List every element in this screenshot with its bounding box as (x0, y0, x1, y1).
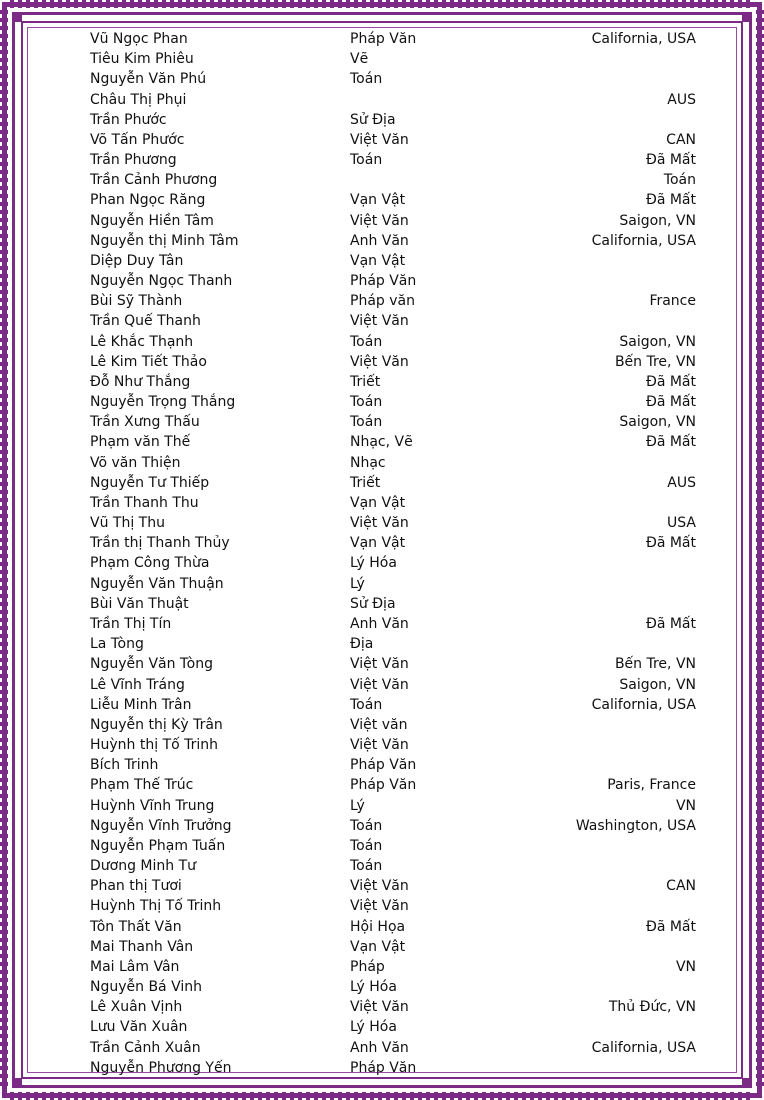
teacher-name: Nguyễn thị Kỳ Trân (90, 716, 223, 733)
teacher-subject: Pháp Văn (350, 777, 417, 794)
teacher-name: Lưu Văn Xuân (90, 1019, 188, 1036)
teacher-name: Lê Kim Tiết Thảo (90, 353, 207, 370)
teacher-location: Saigon, VN (619, 676, 696, 693)
teacher-subject: Toán (350, 394, 383, 411)
teacher-subject: Việt Văn (350, 999, 409, 1016)
teacher-subject: Toán (350, 333, 383, 350)
teacher-subject: Pháp Văn (350, 757, 417, 774)
teacher-location: Đã Mất (645, 535, 696, 552)
roster-row (90, 957, 696, 977)
teacher-name: Bùi Sỹ Thành (90, 293, 183, 310)
roster-row (90, 997, 696, 1017)
teacher-subject: Nhạc (350, 454, 386, 471)
roster-row (90, 896, 696, 916)
roster-row (90, 836, 696, 856)
teacher-subject: Việt Văn (350, 313, 409, 330)
teacher-subject: Sử Địa (350, 111, 396, 128)
teacher-subject: Pháp Văn (350, 31, 417, 47)
roster-row (90, 654, 696, 674)
teacher-name: Nguyễn Phạm Tuấn (90, 837, 226, 854)
teacher-location: VN (675, 797, 696, 814)
teacher-location: Đã Mất (645, 394, 696, 411)
teacher-subject: Việt Văn (350, 212, 409, 229)
teacher-name: Nguyễn Tư Thiếp (90, 474, 210, 491)
teacher-name: Phạm văn Thế (90, 434, 191, 451)
teacher-name: Phạm Công Thừa (90, 555, 210, 572)
teacher-location: Saigon, VN (619, 414, 696, 431)
roster-row (90, 1058, 696, 1078)
roster-row (90, 150, 696, 170)
roster-row (90, 291, 696, 311)
roster-row (90, 29, 696, 49)
teacher-location: Saigon, VN (619, 333, 696, 350)
border-pattern-right (756, 10, 764, 1090)
teacher-subject: Pháp Văn (350, 1059, 417, 1076)
teacher-subject: Lý Hóa (350, 1019, 397, 1036)
border-pattern-left (0, 10, 8, 1090)
teacher-subject: Triết (350, 373, 381, 390)
teacher-roster (90, 29, 696, 1078)
teacher-location: Đã Mất (645, 373, 696, 390)
teacher-subject: Lý Hóa (350, 555, 397, 572)
teacher-name: Trần Phước (90, 111, 167, 128)
teacher-subject: Việt Văn (350, 878, 409, 895)
teacher-name: Huỳnh thị Tố Trinh (90, 737, 219, 754)
teacher-location: Đã Mất (645, 152, 696, 169)
roster-row (90, 352, 696, 372)
teacher-name: Huỳnh Thị Tố Trinh (90, 898, 222, 915)
roster-row (90, 231, 696, 251)
teacher-name: Dương Minh Tư (90, 858, 197, 875)
teacher-location: VN (675, 958, 696, 975)
teacher-name: Võ văn Thiện (90, 454, 181, 471)
teacher-name: Trần Thị Tín (90, 615, 172, 632)
teacher-subject: Pháp Văn (350, 273, 417, 290)
roster-row (90, 432, 696, 452)
roster-row (90, 695, 696, 715)
teacher-subject: Vạn Vật (350, 192, 406, 209)
roster-row (90, 533, 696, 553)
teacher-name: Trần Cảnh Xuân (90, 1039, 201, 1056)
teacher-location: California, USA (591, 696, 696, 713)
teacher-subject: Việt Văn (350, 898, 409, 915)
teacher-subject: Toán (350, 858, 383, 875)
teacher-name: Diệp Duy Tân (90, 252, 184, 269)
teacher-subject: Anh Văn (350, 615, 409, 632)
roster-row (90, 332, 696, 352)
roster-row (90, 977, 696, 997)
teacher-location: AUS (667, 91, 696, 108)
teacher-name: Trần Cảnh Phương (90, 172, 218, 189)
teacher-name: Nguyễn Bá Vinh (90, 979, 202, 996)
teacher-name: Bích Trinh (90, 757, 159, 774)
teacher-location: Đã Mất (645, 918, 696, 935)
roster-row (90, 634, 696, 654)
teacher-location: CAN (666, 878, 696, 895)
roster-row (90, 675, 696, 695)
teacher-name: Tôn Thất Văn (90, 918, 182, 935)
roster-row (90, 876, 696, 896)
teacher-name: Châu Thị Phụi (90, 91, 187, 108)
teacher-location: Paris, France (607, 777, 696, 794)
teacher-name: Tiêu Kim Phiêu (90, 51, 194, 68)
roster-row (90, 412, 696, 432)
teacher-name: Trần Phương (90, 152, 177, 169)
border-corner-top-left (2, 2, 30, 30)
roster-row (90, 453, 696, 473)
roster-row (90, 796, 696, 816)
teacher-name: Nguyễn Phương Yến (90, 1059, 232, 1076)
teacher-name: Nguyễn Hiền Tâm (90, 212, 214, 229)
roster-row (90, 937, 696, 957)
roster-row (90, 1038, 696, 1058)
teacher-location: Saigon, VN (619, 212, 696, 229)
teacher-location: Thủ Đức, VN (608, 999, 696, 1016)
teacher-subject: Toán (350, 414, 383, 431)
roster-row (90, 856, 696, 876)
roster-row (90, 90, 696, 110)
teacher-location: California, USA (591, 31, 696, 47)
teacher-name: Nguyễn Ngọc Thanh (90, 273, 233, 290)
roster-row (90, 755, 696, 775)
roster-row (90, 493, 696, 513)
teacher-name: Nguyễn Trọng Thắng (90, 394, 236, 411)
teacher-subject: Việt Văn (350, 737, 409, 754)
teacher-subject: Lý Hóa (350, 979, 397, 996)
roster-row (90, 211, 696, 231)
teacher-subject: Triết (350, 474, 381, 491)
teacher-location: Đã Mất (645, 192, 696, 209)
teacher-name: Lê Khắc Thạnh (90, 333, 194, 350)
teacher-subject: Hội Họa (350, 918, 406, 935)
roster-row (90, 311, 696, 331)
roster-row (90, 190, 696, 210)
teacher-name: Nguyễn Vĩnh Trưởng (90, 817, 232, 834)
roster-row (90, 715, 696, 735)
border-corner-bottom-right (734, 1070, 762, 1098)
teacher-subject: Pháp (350, 958, 385, 975)
teacher-location: CAN (666, 131, 696, 148)
roster-row (90, 816, 696, 836)
teacher-location: California, USA (591, 232, 696, 249)
border-pattern-top (10, 0, 754, 8)
teacher-location: Washington, USA (575, 817, 696, 834)
roster-row (90, 392, 696, 412)
roster-row (90, 1017, 696, 1037)
teacher-subject: Anh Văn (350, 232, 409, 249)
teacher-name: Lê Xuân Vịnh (90, 999, 183, 1016)
teacher-location: Bến Tre, VN (614, 353, 696, 370)
teacher-location: AUS (667, 474, 696, 491)
teacher-subject: Việt Văn (350, 515, 409, 532)
roster-row (90, 574, 696, 594)
teacher-subject: Vạn Vật (350, 252, 406, 269)
teacher-location: Đã Mất (645, 434, 696, 451)
teacher-subject: Toán (350, 152, 383, 169)
teacher-subject: Việt văn (350, 716, 408, 733)
teacher-subject: Vẽ (350, 51, 369, 68)
teacher-name: Mai Thanh Vân (90, 938, 194, 955)
teacher-name: Vũ Ngọc Phan (90, 31, 188, 47)
roster-row (90, 473, 696, 493)
teacher-location: USA (667, 515, 696, 532)
teacher-subject: Toán (350, 817, 383, 834)
teacher-name: Trần thị Thanh Thủy (90, 535, 230, 552)
roster-row (90, 372, 696, 392)
teacher-subject: Pháp văn (350, 293, 415, 310)
teacher-subject: Việt Văn (350, 131, 409, 148)
teacher-location: California, USA (591, 1039, 696, 1056)
teacher-name: Đỗ Như Thắng (90, 373, 191, 390)
teacher-location: France (649, 293, 696, 310)
teacher-name: Nguyễn Văn Phú (90, 71, 207, 88)
teacher-name: Bùi Văn Thuật (90, 595, 189, 612)
teacher-subject: Việt Văn (350, 353, 409, 370)
teacher-subject: Nhạc, Vẽ (350, 434, 413, 451)
teacher-name: Mai Lâm Vân (90, 958, 180, 975)
teacher-name: Trần Quế Thanh (90, 313, 201, 330)
roster-row (90, 251, 696, 271)
teacher-subject: Anh Văn (350, 1039, 409, 1056)
teacher-name: Phan Ngọc Răng (90, 192, 206, 209)
teacher-subject: Toán (350, 837, 383, 854)
border-corner-bottom-left (2, 1070, 30, 1098)
teacher-name: Võ Tấn Phước (90, 131, 185, 148)
teacher-name: Phạm Thế Trúc (90, 777, 194, 794)
roster-row (90, 130, 696, 150)
teacher-subject: Việt Văn (350, 676, 409, 693)
teacher-subject: Lý (350, 575, 365, 592)
roster-row (90, 110, 696, 130)
teacher-subject: Toán (350, 696, 383, 713)
roster-row (90, 69, 696, 89)
border-pattern-bottom (10, 1092, 754, 1100)
teacher-location: Đã Mất (645, 615, 696, 632)
teacher-name: Nguyễn Văn Thuận (90, 575, 224, 592)
teacher-name: Huỳnh Vĩnh Trung (90, 797, 215, 814)
roster-row (90, 594, 696, 614)
teacher-name: La Tòng (90, 636, 144, 653)
teacher-subject: Lý (350, 797, 365, 814)
roster-row (90, 49, 696, 69)
teacher-name: Liễu Minh Trân (90, 696, 192, 713)
teacher-subject: Vạn Vật (350, 494, 406, 511)
teacher-name: Lê Vĩnh Tráng (90, 676, 185, 693)
roster-row (90, 735, 696, 755)
teacher-subject: Sử Địa (350, 595, 396, 612)
teacher-name: Nguyễn Văn Tòng (90, 656, 213, 673)
roster-row (90, 775, 696, 795)
teacher-subject: Toán (350, 71, 383, 88)
teacher-name: Vũ Thị Thu (90, 515, 165, 532)
teacher-name: Phan thị Tươi (90, 878, 182, 895)
border-corner-top-right (734, 2, 762, 30)
teacher-name: Nguyễn thị Minh Tâm (90, 232, 239, 249)
roster-row (90, 271, 696, 291)
teacher-name: Trần Xưng Thấu (90, 414, 200, 431)
roster-row (90, 553, 696, 573)
roster-row (90, 917, 696, 937)
teacher-location: Toán (663, 172, 696, 189)
teacher-subject: Việt Văn (350, 656, 409, 673)
teacher-subject: Vạn Vật (350, 535, 406, 552)
roster-row (90, 170, 696, 190)
teacher-name: Trần Thanh Thu (90, 494, 199, 511)
roster-row (90, 614, 696, 634)
teacher-location: Bến Tre, VN (614, 656, 696, 673)
roster-row (90, 513, 696, 533)
teacher-subject: Vạn Vật (350, 938, 406, 955)
teacher-subject: Địa (350, 636, 374, 653)
